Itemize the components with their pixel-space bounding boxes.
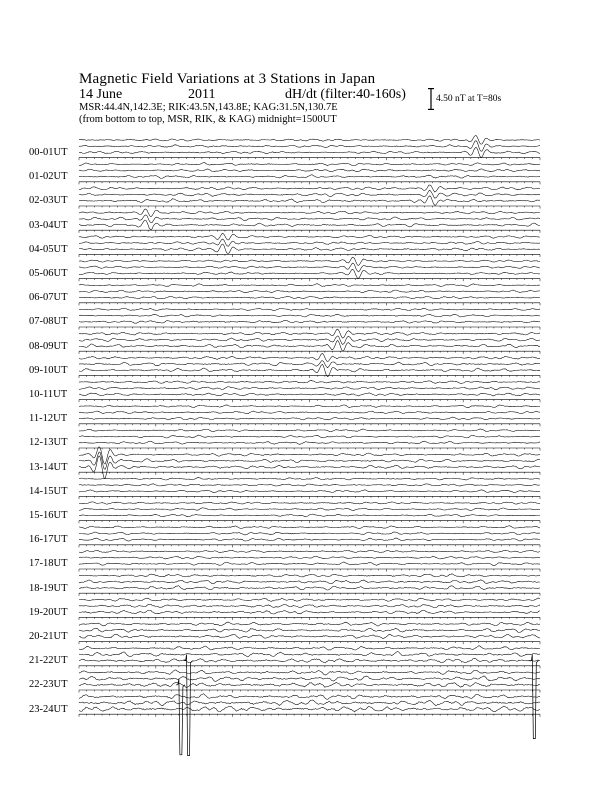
trace-kag <box>79 574 540 577</box>
trace-kag <box>79 526 540 529</box>
minute-ticks <box>79 400 540 403</box>
stations-info: MSR:44.4N,142.3E; RIK:43.5N,143.8E; KAG:31.5N,130.7E <box>79 102 338 113</box>
minute-ticks <box>79 569 540 572</box>
trace-msr <box>79 538 540 541</box>
trace-msr <box>79 634 540 638</box>
minute-ticks <box>79 593 540 596</box>
trace-kag <box>79 502 540 504</box>
trace-rik <box>79 263 540 272</box>
minute-ticks <box>79 303 540 306</box>
minute-ticks <box>79 327 540 330</box>
hour-row-16-17ut <box>79 526 540 548</box>
trace-rik <box>79 508 540 511</box>
trace-msr <box>79 562 540 566</box>
hour-row-10-11ut <box>79 380 540 402</box>
trace-msr <box>79 706 540 712</box>
trace-kag <box>79 233 540 240</box>
trace-rik <box>79 580 540 584</box>
hour-row-22-23ut <box>79 670 540 693</box>
hour-label-11-12ut: 11-12UT <box>29 413 68 425</box>
hour-label-00-01ut: 00-01UT <box>29 147 68 158</box>
trace-rik <box>79 215 540 223</box>
hour-row-07-08ut <box>79 308 540 330</box>
minute-ticks <box>79 158 540 161</box>
hour-label-12-13ut: 12-13UT <box>29 437 68 449</box>
station-order-note: (from bottom to top, MSR, RIK, & KAG) midnight=1500UT <box>79 114 337 125</box>
trace-kag <box>79 257 540 265</box>
minute-ticks <box>79 472 540 475</box>
trace-msr <box>79 196 540 206</box>
hour-row-09-10ut <box>79 354 540 378</box>
trace-kag <box>79 185 540 192</box>
trace-kag <box>79 209 540 217</box>
trace-rik <box>79 700 540 706</box>
trace-kag <box>79 308 540 311</box>
trace-kag <box>79 670 540 675</box>
hour-label-16-17ut: 16-17UT <box>29 534 68 546</box>
hour-row-00-01ut <box>79 135 540 160</box>
hour-row-06-07ut <box>79 284 540 306</box>
hour-row-14-15ut <box>79 477 540 499</box>
trace-rik <box>79 652 540 657</box>
trace-rik <box>79 336 540 344</box>
trace-kag <box>79 380 540 383</box>
trace-msr <box>79 244 540 253</box>
hour-label-18-19ut: 18-19UT <box>29 582 68 594</box>
hour-row-20-21ut <box>79 622 540 644</box>
hour-row-18-19ut <box>79 574 540 596</box>
trace-rik <box>79 411 540 414</box>
trace-rik <box>79 532 540 535</box>
year-label: 2011 <box>188 87 216 102</box>
hour-label-15-16ut: 15-16UT <box>29 510 68 521</box>
hour-row-11-12ut <box>79 405 540 426</box>
trace-msr <box>79 220 540 230</box>
minute-ticks <box>79 714 540 717</box>
minute-ticks <box>79 254 540 257</box>
hour-row-12-13ut <box>79 429 540 451</box>
trace-msr <box>79 364 540 376</box>
hour-label-04-05ut: 04-05UT <box>29 243 68 255</box>
trace-rik <box>79 387 540 390</box>
hour-label-23-24ut: 23-24UT <box>29 703 68 715</box>
trace-msr <box>79 341 540 352</box>
trace-kag <box>79 477 540 480</box>
hour-label-17-18ut: 17-18UT <box>29 558 68 570</box>
hour-row-13-14ut <box>79 447 540 479</box>
minute-ticks <box>79 617 540 620</box>
trace-rik <box>79 628 540 632</box>
trace-rik <box>79 484 540 486</box>
trace-msr <box>79 658 540 663</box>
trace-rik <box>79 676 540 682</box>
hour-row-17-18ut <box>79 550 540 571</box>
trace-msr <box>79 320 540 323</box>
quantity-label: dH/dt (filter:40-160s) <box>285 87 406 102</box>
minute-ticks <box>79 545 540 548</box>
hour-row-01-02ut <box>79 163 540 185</box>
hour-row-21-22ut <box>79 646 540 669</box>
minute-ticks <box>79 690 540 693</box>
trace-rik <box>79 290 540 293</box>
trace-kag <box>79 550 540 552</box>
minute-ticks <box>79 666 540 669</box>
minute-ticks <box>79 375 540 378</box>
trace-msr <box>79 610 540 614</box>
trace-kag <box>79 284 540 287</box>
trace-kag <box>79 135 540 144</box>
hour-label-08-09ut: 08-09UT <box>29 340 68 352</box>
trace-rik <box>79 361 540 368</box>
hour-row-19-20ut <box>79 598 540 620</box>
trace-kag <box>79 329 540 338</box>
trace-kag <box>79 163 540 166</box>
minute-ticks <box>79 230 540 233</box>
trace-rik <box>79 604 540 607</box>
trace-msr <box>79 175 540 179</box>
hour-label-13-14ut: 13-14UT <box>29 461 68 473</box>
trace-msr <box>79 296 540 298</box>
trace-msr <box>79 490 540 493</box>
trace-rik <box>79 239 540 246</box>
hour-label-19-20ut: 19-20UT <box>29 606 68 618</box>
trace-msr <box>79 269 540 278</box>
trace-kag <box>79 622 540 626</box>
trace-kag <box>79 354 540 362</box>
minute-ticks <box>79 448 540 451</box>
trace-msr <box>79 586 540 590</box>
minute-ticks <box>79 424 540 427</box>
trace-msr <box>79 682 540 687</box>
minute-ticks <box>79 182 540 185</box>
spike-2 <box>529 655 538 739</box>
hour-label-07-08ut: 07-08UT <box>29 316 68 328</box>
hour-label-21-22ut: 21-22UT <box>29 655 68 667</box>
date-label: 14 June <box>79 87 123 102</box>
minute-ticks <box>79 351 540 354</box>
hour-label-09-10ut: 09-10UT <box>29 364 68 376</box>
hour-label-20-21ut: 20-21UT <box>29 631 68 642</box>
trace-kag <box>79 694 540 700</box>
hour-label-10-11ut: 10-11UT <box>29 389 68 400</box>
hour-row-04-05ut <box>79 233 540 257</box>
hour-row-03-04ut <box>79 209 540 233</box>
hour-label-14-15ut: 14-15UT <box>29 485 68 497</box>
hour-label-03-04ut: 03-04UT <box>29 219 68 231</box>
trace-rik <box>79 190 540 198</box>
hour-label-06-07ut: 06-07UT <box>29 292 68 304</box>
hour-row-23-24ut <box>79 694 540 717</box>
trace-kag <box>79 646 540 650</box>
hour-label-05-06ut: 05-06UT <box>29 268 68 279</box>
hour-label-22-23ut: 22-23UT <box>29 679 68 691</box>
trace-kag <box>79 429 540 432</box>
trace-rik <box>79 141 540 152</box>
trace-rik <box>79 314 540 317</box>
trace-msr <box>79 417 540 420</box>
trace-rik <box>79 556 540 559</box>
hour-row-08-09ut <box>79 329 540 354</box>
trace-msr <box>79 441 540 444</box>
trace-msr <box>79 147 540 157</box>
minute-ticks <box>79 642 540 645</box>
hour-label-01-02ut: 01-02UT <box>29 171 68 183</box>
trace-kag <box>79 405 540 408</box>
minute-ticks <box>79 521 540 524</box>
hour-row-15-16ut <box>79 502 540 523</box>
trace-msr <box>79 514 540 517</box>
hour-row-05-06ut <box>79 257 540 281</box>
trace-msr <box>79 393 540 396</box>
chart-title: Magnetic Field Variations at 3 Stations in Japan <box>79 71 376 87</box>
trace-rik <box>79 435 540 438</box>
minute-ticks <box>79 496 540 499</box>
hour-row-02-03ut <box>79 185 540 209</box>
scale-bar-label: 4.50 nT at T=80s <box>436 94 502 104</box>
trace-rik <box>79 169 540 172</box>
hour-label-02-03ut: 02-03UT <box>29 195 68 207</box>
minute-ticks <box>79 206 540 209</box>
minute-ticks <box>79 279 540 282</box>
trace-kag <box>79 598 540 601</box>
